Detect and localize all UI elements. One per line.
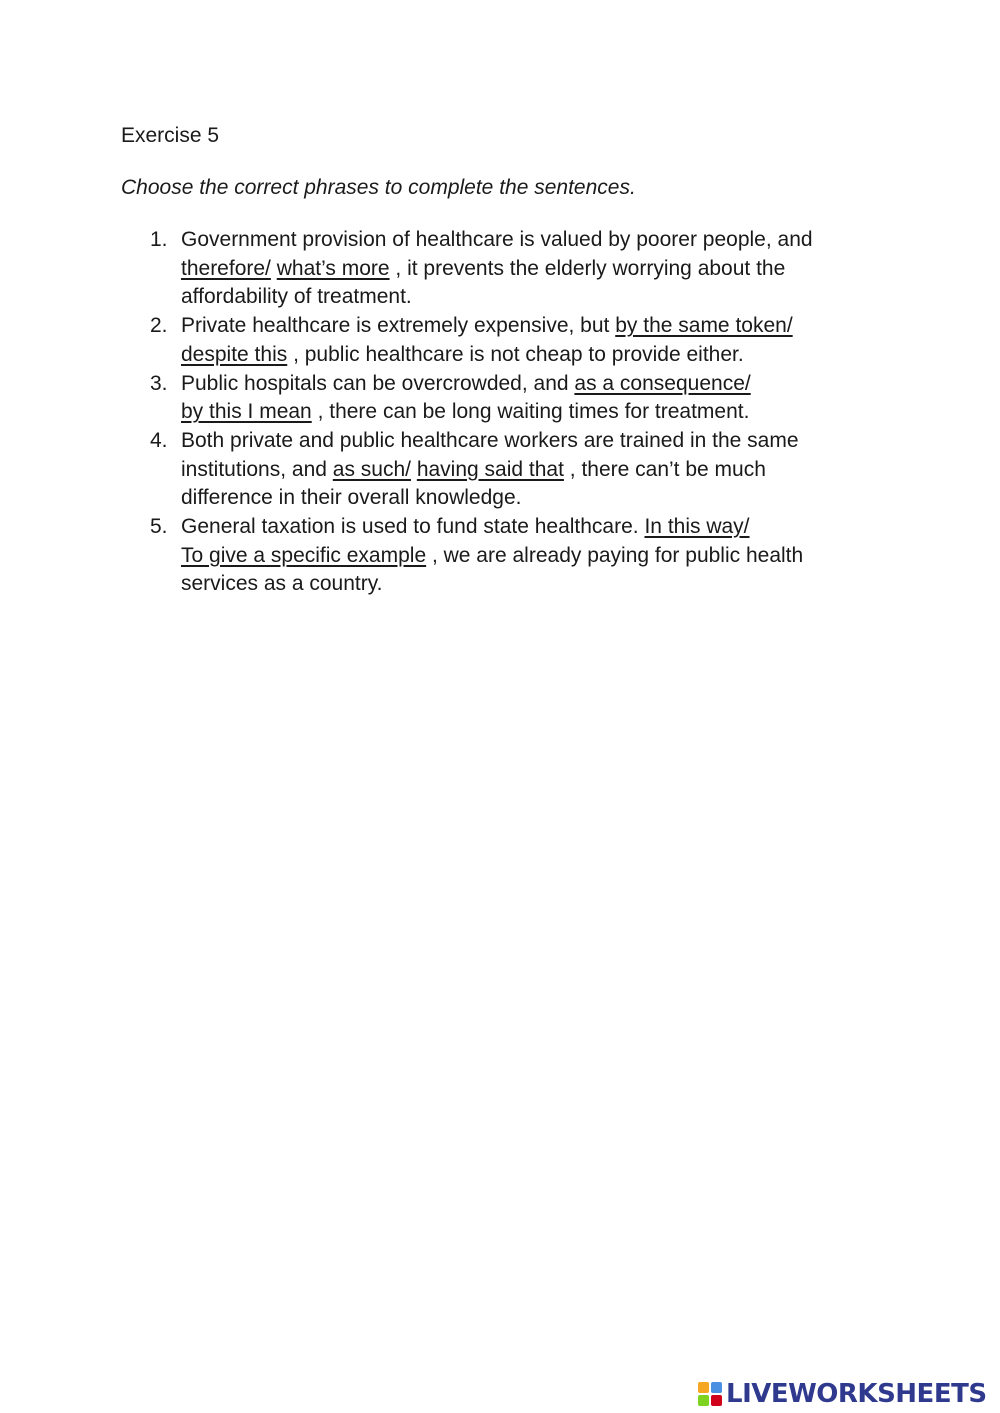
phrase-option-b[interactable]: despite this — [181, 342, 288, 366]
sentence-start: Both private and public healthcare workers are trained in the same institutions, and — [181, 428, 799, 481]
phrase-option-b[interactable]: To give a specific example — [181, 543, 427, 567]
exercise-item-2 — [150, 312, 850, 369]
item-number: 2. — [150, 314, 168, 338]
phrase-option-b[interactable]: by this I mean — [181, 400, 312, 424]
liveworksheets-watermark — [698, 1378, 987, 1410]
item-number: 5. — [150, 515, 168, 539]
phrase-option-b[interactable]: having said that — [416, 457, 564, 481]
exercise-title: Exercise 5 — [121, 124, 220, 147]
exercise-item-3 — [150, 370, 850, 427]
exercise-item-5 — [150, 513, 850, 599]
item-number: 1. — [150, 228, 168, 251]
watermark-text: LIVEWORKSHEETS — [726, 1379, 987, 1409]
logo-tile — [698, 1382, 709, 1393]
sentence-end: , public healthcare is not cheap to provide either. — [287, 342, 744, 366]
sentence-start: Public hospitals can be overcrowded, and — [181, 371, 575, 395]
liveworksheets-logo-icon — [698, 1382, 722, 1406]
phrase-option-a[interactable]: In this way/ — [644, 515, 750, 539]
sentence-start: Private healthcare is extremely expensive, but — [181, 314, 616, 338]
sentence-start: General taxation is used to fund state healthcare. — [181, 515, 645, 539]
logo-tile — [711, 1382, 722, 1393]
phrase-option-a[interactable]: therefore/ — [181, 256, 271, 280]
logo-tile — [698, 1395, 709, 1406]
sentence-end: , there can be long waiting times for treatment. — [311, 400, 750, 424]
exercise-list — [150, 226, 850, 599]
item-number: 4. — [150, 428, 168, 452]
exercise-instruction: Choose the correct phrases to complete the sentences. — [121, 176, 636, 199]
phrase-option-a[interactable]: as a consequence/ — [574, 371, 751, 395]
phrase-option-a[interactable]: as such/ — [332, 457, 411, 481]
item-number: 3. — [150, 371, 168, 395]
sentence-end: , we are already paying for public health services as a country. — [181, 543, 804, 596]
phrase-option-a[interactable]: by the same token/ — [615, 314, 793, 338]
exercise-item-4 — [150, 427, 850, 513]
exercise-item-1 — [150, 226, 850, 312]
sentence-end: , it prevents the elderly worrying about the affordability of treatment. — [181, 256, 786, 309]
logo-tile — [711, 1395, 722, 1406]
phrase-option-b[interactable]: what’s more — [276, 256, 390, 280]
sentence-end: , there can’t be much difference in their overall knowledge. — [181, 457, 766, 510]
sentence-start: Government provision of healthcare is valued by poorer people, and — [181, 228, 813, 251]
